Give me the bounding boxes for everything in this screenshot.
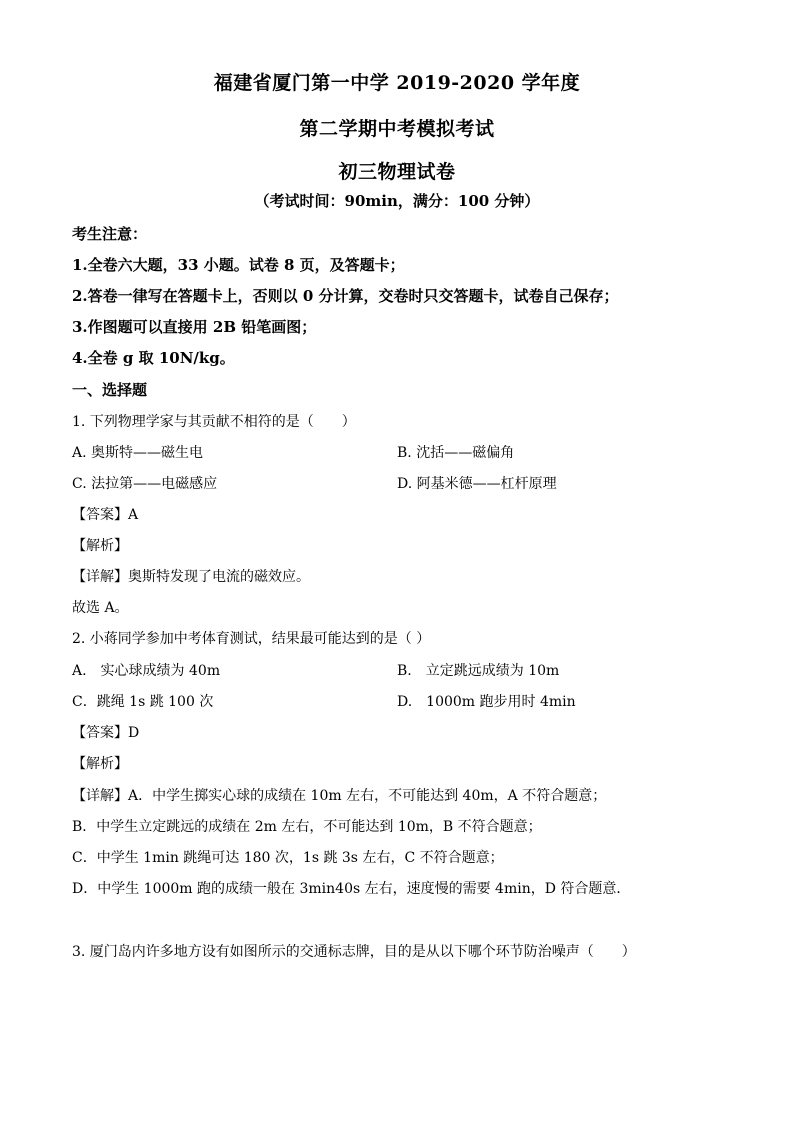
q1-option-c: C. 法拉第——电磁感应	[72, 476, 218, 492]
q2-detail-line: C．中学生 1min 跳绳可达 180 次，1s 跳 3s 左右，C 不符合题意；	[72, 850, 504, 866]
q1-option-a: A. 奥斯特——磁生电	[72, 445, 204, 461]
q1-detail: 【详解】奥斯特发现了电流的磁效应。	[72, 569, 310, 585]
q3-stem: 3. 厦门岛内许多地方设有如图所示的交通标志牌，目的是从以下哪个环节防治噪声（ ）	[72, 944, 636, 960]
q2-analysis-label: 【解析】	[72, 756, 128, 772]
q2-option-d: D. 1000m 跑步用时 4min	[397, 694, 576, 710]
q2-detail-line: B．中学生立定跳远的成绩在 2m 左右，不可能达到 10m，B 不符合题意；	[72, 819, 542, 835]
q1-option-d: D. 阿基米德——杠杆原理	[397, 476, 557, 492]
q2-stem: 2. 小蒋同学参加中考体育测试，结果最可能达到的是（ ）	[72, 631, 431, 647]
q1-option-b: B. 沈括——磁偏角	[397, 445, 515, 461]
exam-title-term: 第二学期中考模拟考试	[299, 118, 495, 140]
notice-heading: 考生注意：	[72, 225, 148, 243]
q2-answer: 【答案】D	[72, 725, 140, 741]
section-heading: 一、选择题	[72, 381, 148, 399]
q1-stem: 1. 下列物理学家与其贡献不相符的是（ ）	[72, 414, 356, 430]
notice-item: 4.全卷 g 取 10N/kg。	[72, 349, 235, 367]
exam-title-subject: 初三物理试卷	[338, 161, 456, 183]
notice-item: 3.作图题可以直接用 2B 铅笔画图；	[72, 318, 317, 336]
q1-analysis-label: 【解析】	[72, 538, 128, 554]
q2-detail-line: D．中学生 1000m 跑的成绩一般在 3min40s 左右，速度慢的需要 4min，D 符合题意．	[72, 881, 631, 897]
q2-option-b: B. 立定跳远成绩为 10m	[397, 663, 560, 679]
notice-item: 2.答卷一律写在答题卡上，否则以 0 分计算，交卷时只交答题卡，试卷自己保存；	[72, 287, 619, 305]
q1-answer: 【答案】A	[72, 507, 139, 523]
q2-option-c: C．跳绳 1s 跳 100 次	[72, 694, 214, 710]
q2-detail-line: 【详解】A．中学生掷实心球的成绩在 10m 左右，不可能达到 40m，A 不符合题意；	[72, 788, 607, 804]
q1-conclusion: 故选 A。	[72, 600, 129, 616]
exam-title-school: 福建省厦门第一中学 2019-2020 学年度	[213, 72, 581, 94]
notice-item: 1.全卷六大题，33 小题。试卷 8 页，及答题卡；	[72, 256, 405, 274]
exam-info: （考试时间：90min，满分：100 分钟）	[254, 192, 540, 210]
q2-option-a: A. 实心球成绩为 40m	[72, 663, 221, 679]
